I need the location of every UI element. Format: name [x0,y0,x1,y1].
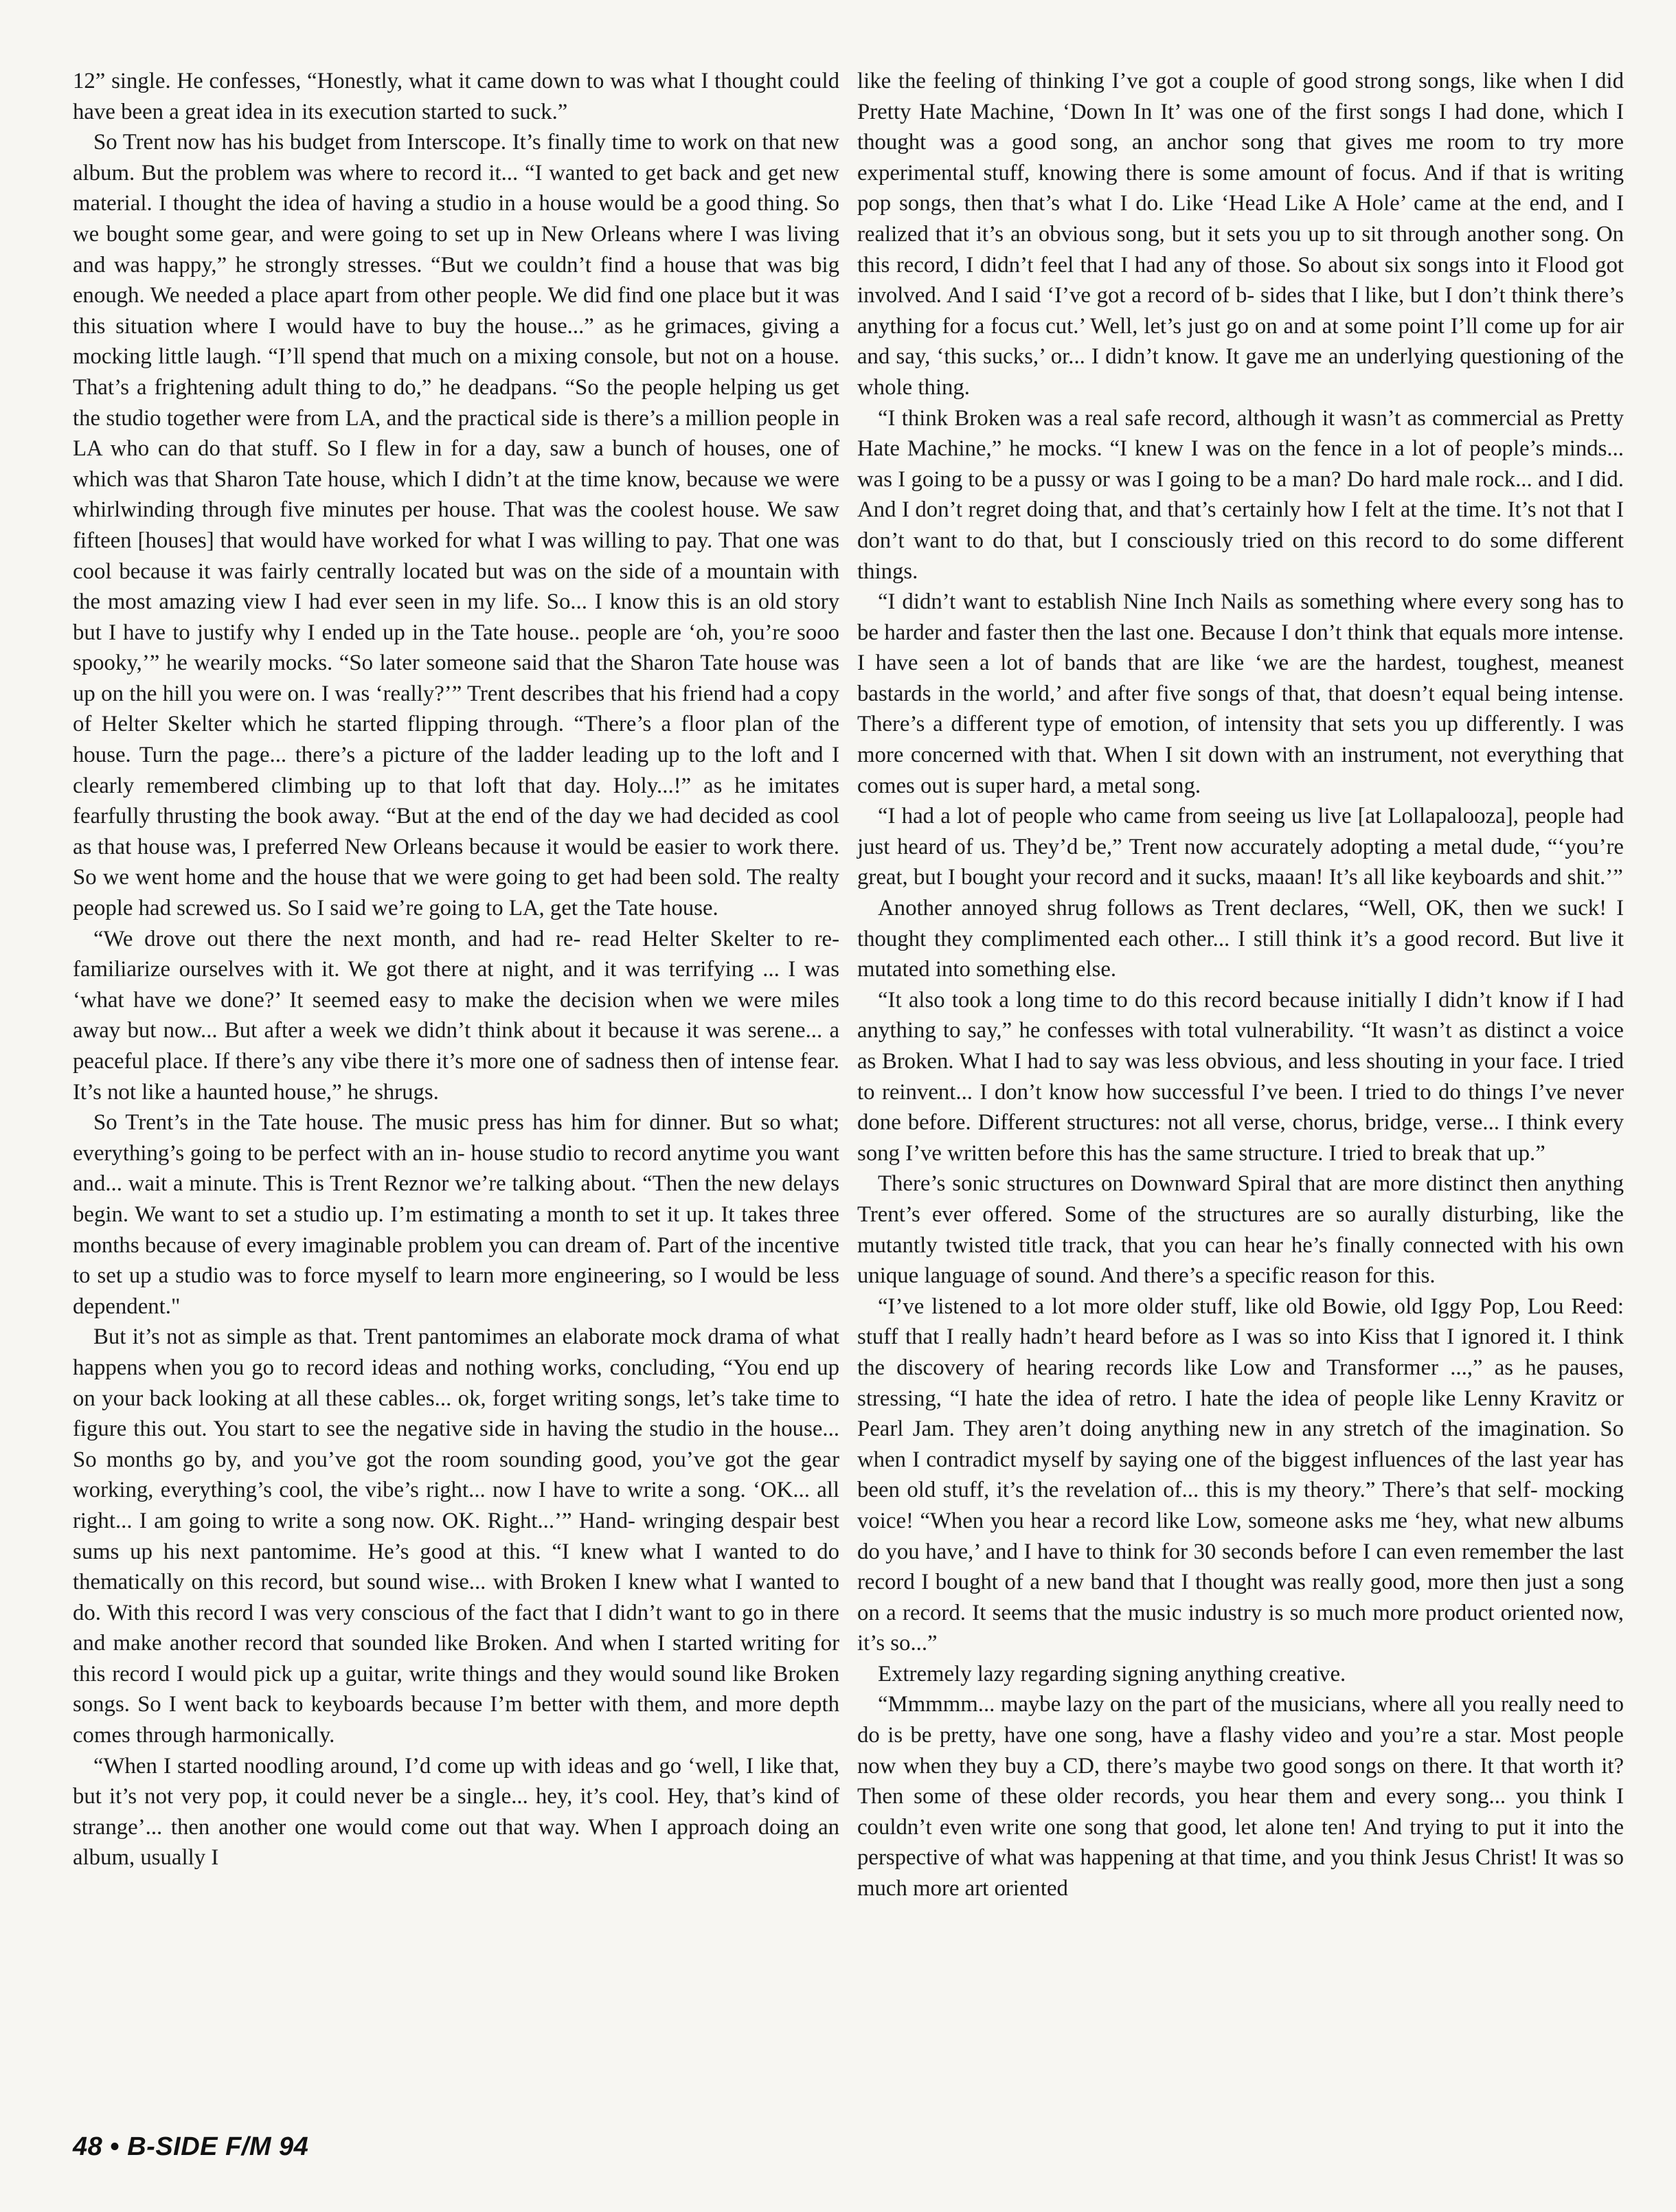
paragraph: Extremely lazy regarding signing anything creative. [878,1661,1346,1686]
paragraph: “We drove out there the next month, and had re- read Helter Skelter to re-familiarize ourselves with it. We got there at night, and it was terrifying ... I was ‘what have we done?’ It seemed easy to make the decision when we were miles away but now... But after a week we didn’t think about it because it was serene... a peaceful place. If there’s any vibe there it’s more one of sadness then of intense fear. It’s not like a haunted house,” he shrugs. [73,926,839,1105]
paragraph: like the feeling of thinking I’ve got a couple of good strong songs, like when I did Pretty Hate Machine, ‘Down In It’ was one of the first songs I had done, which I thought was a good song, an anchor song that gives me room to try more experimental stuff, knowing there is some amount of focus. And if that is writing pop songs, then that’s what I do. Like ‘Head Like A Hole’ came at the end, and I realized that it’s an obvious song, but it sets you up to sit through another song. On this record, I didn’t feel that I had any of those. So about six songs into it Flood got involved. And I said ‘I’ve got a record of b- sides that I like, but I don’t think there’s anything for a focus cut.’ Well, let’s just go on and at some point I’ll come up for air and say, ‘this sucks,’ or... I didn’t know. It gave me an underlying questioning of the whole thing. [857,69,1624,400]
article-column-left [73,66,839,1873]
paragraph: “I didn’t want to establish Nine Inch Nails as something where every song has to be harder and faster then the last one. Because I don’t think that equals more intense. I have seen a lot of bands that are like ‘we are the hardest, toughest, meanest bastards in the world,’ and after five songs of that, that doesn’t equal being intense. There’s a different type of emotion, of intensity that sets you up differently. I was more concerned with that. When I sit down with an instrument, not everything that comes out is super hard, a metal song. [857,589,1624,798]
folio-separator: • [110,2132,120,2161]
paragraph: There’s sonic structures on Downward Spiral that are more distinct then anything Trent’s ever offered. Some of the structures are so aurally disturbing, like the mutantly twisted title track, that you can hear he’s finally connected with his own unique language of sound. And there’s a specific reason for this. [857,1171,1624,1289]
paragraph: “I’ve listened to a lot more older stuff, like old Bowie, old Iggy Pop, Lou Reed: stuff that I really hadn’t heard before as I was so into Kiss that I ignored it. I think the discovery of hearing records like Low and Transformer ...,” as he pauses, stressing, “I hate the idea of retro. I hate the idea of people like Lenny Kravitz or Pearl Jam. They aren’t doing anything new in any stretch of the imagination. So when I contradict myself by saying one of the biggest influences of the last year has been old stuff, it’s the revelation of... this is my theory.” There’s that self- mocking voice! “When you hear a record like Low, someone asks me ‘hey, what new albums do you have,’ and I have to think for 30 seconds before I can even remember the last record I bought of a new band that I thought was really good, more then just a song on a record. It seems that the music industry is so much more product oriented now, it’s so...” [857,1294,1624,1656]
paragraph: “I think Broken was a real safe record, although it wasn’t as commercial as Pretty Hate Machine,” he mocks. “I knew I was on the fence in a lot of people’s minds... was I going to be a pussy or was I going to be a man? Do hard male rock... and I did. And I don’t regret doing that, and that’s certainly how I felt at the time. It’s not that I don’t want to do that, but I consciously tried on this record to do some different things. [857,405,1624,584]
paragraph: “It also took a long time to do this record because initially I didn’t know if I had anything to say,” he confesses with total vulnerability. “It wasn’t as distinct a voice as Broken. What I had to say was less obvious, and less shouting in your face. I tried to reinvent... I don’t know how successful I’ve been. I tried to do things I’ve never done before. Different structures: not all verse, chorus, bridge, verse... I think every song I’ve written before this has the same structure. I tried to break that up.” [857,987,1624,1166]
paragraph: “I had a lot of people who came from seeing us live [at Lollapalooza], people had just heard of us. They’d be,” Trent now accurately adopting a metal dude, “‘you’re great, but I bought your record and it sucks, maaan! It’s all like keyboards and shit.’” [857,804,1624,890]
paragraph: “Mmmmm... maybe lazy on the part of the musicians, where all you really need to do is be pretty, have one song, have a flashy video and you’re a star. Most people now when they buy a CD, there’s maybe two good songs on there. It that worth it? Then some of these older records, you hear them and every song... you think I couldn’t even write one song that good, let alone ten! And trying to put it into the perspective of what was happening at that time, and you think Jesus Christ! It was so much more art oriented [857,1692,1624,1901]
paragraph: So Trent’s in the Tate house. The music press has him for dinner. But so what; everything’s going to be perfect with an in- house studio to record anytime you want and... wait a minute. This is Trent Reznor we’re talking about. “Then the new delays begin. We want to set a studio up. I’m estimating a month to set it up. It takes three months because of every imaginable problem you can dream of. Part of the incentive to set up a studio was to force myself to learn more engineering, so I would be less dependent." [73,1110,839,1319]
paragraph: But it’s not as simple as that. Trent pantomimes an elaborate mock drama of what happens when you go to record ideas and nothing works, concluding, “You end up on your back looking at all these cables... ok, forget writing songs, let’s take time to figure this out. You start to see the negative side in having the studio in the house... So months go by, and you’ve got the room sounding good, you’ve got the gear working, everything’s cool, the vibe’s right... now I have to write a song. ‘OK... all right... I am going to write a song now. OK. Right...’” Hand- wringing despair best sums up his next pantomime. He’s good at this. “I knew what I wanted to do thematically on this record, but sound wise... with Broken I knew what I wanted to do. With this record I was very conscious of the fact that I didn’t want to go in there and make another record that sounded like Broken. And when I started writing for this record I would pick up a guitar, write things and they would sound like Broken songs. So I went back to keyboards because I’m better with them, and more depth comes through harmonically. [73,1324,839,1748]
paragraph: So Trent now has his budget from Interscope. It’s finally time to work on that new album. But the problem was where to record it... “I wanted to get back and get new material. I thought the idea of having a studio in a house would be a good thing. So we bought some gear, and were going to set up in New Orleans where I was living and was happy,” he strongly stresses. “But we couldn’t find a house that was big enough. We needed a place apart from other people. We did find one place but it was this situation where I would have to buy the house...” as he grimaces, giving a mocking little laugh. “I’ll spend that much on a mixing console, but not on a house. That’s a frightening adult thing to do,” he deadpans. “So the people helping us get the studio together were from LA, and the practical side is there’s a million people in LA who can do that stuff. So I flew in for a day, saw a bunch of houses, one of which was that Sharon Tate house, which I didn’t at the time know, because we were whirlwinding through five minutes per house. That was the coolest house. We saw fifteen [houses] that would have worked for what I was willing to pay. That one was cool because it was fairly centrally located but was on the side of a mountain with the most amazing view I had ever seen in my life. So... I know this is an old story but I have to justify why I ended up in the Tate house.. people are ‘oh, you’re sooo spooky,’” he wearily mocks. “So later someone said that the Sharon Tate house was up on the hill you were on. I was ‘really?’” Trent describes that his friend had a copy of Helter Skelter which he started flipping through. “There’s a floor plan of the house. Turn the page... there’s a picture of the ladder leading up to the loft and I clearly remembered climbing up to that loft that day. Holy...!” as he imitates fearfully thrusting the book away. “But at the end of the day we had decided as cool as that house was, I preferred New Orleans because it would be easier to work there. So we went home and the house that we were going to get had been sold. The realty people had screwed us. So I said we’re going to LA, get the Tate house. [73,130,839,921]
paragraph: “When I started noodling around, I’d come up with ideas and go ‘well, I like that, but it’s not very pop, it could never be a single... hey, it’s cool. Hey, that’s kind of strange’... then another one would come out that way. When I approach doing an album, usually I [73,1753,839,1871]
paragraph: 12” single. He confesses, “Honestly, what it came down to was what I thought could have been a great idea in its execution started to suck.” [73,69,839,124]
page-folio [73,2132,308,2162]
page-number: 48 [73,2132,103,2161]
paragraph: Another annoyed shrug follows as Trent declares, “Well, OK, then we suck! I thought they complimented each other... I still think it’s a good record. But live it mutated into something else. [857,896,1624,982]
magazine-issue: B-SIDE F/M 94 [127,2132,309,2161]
article-column-right [857,66,1624,1904]
